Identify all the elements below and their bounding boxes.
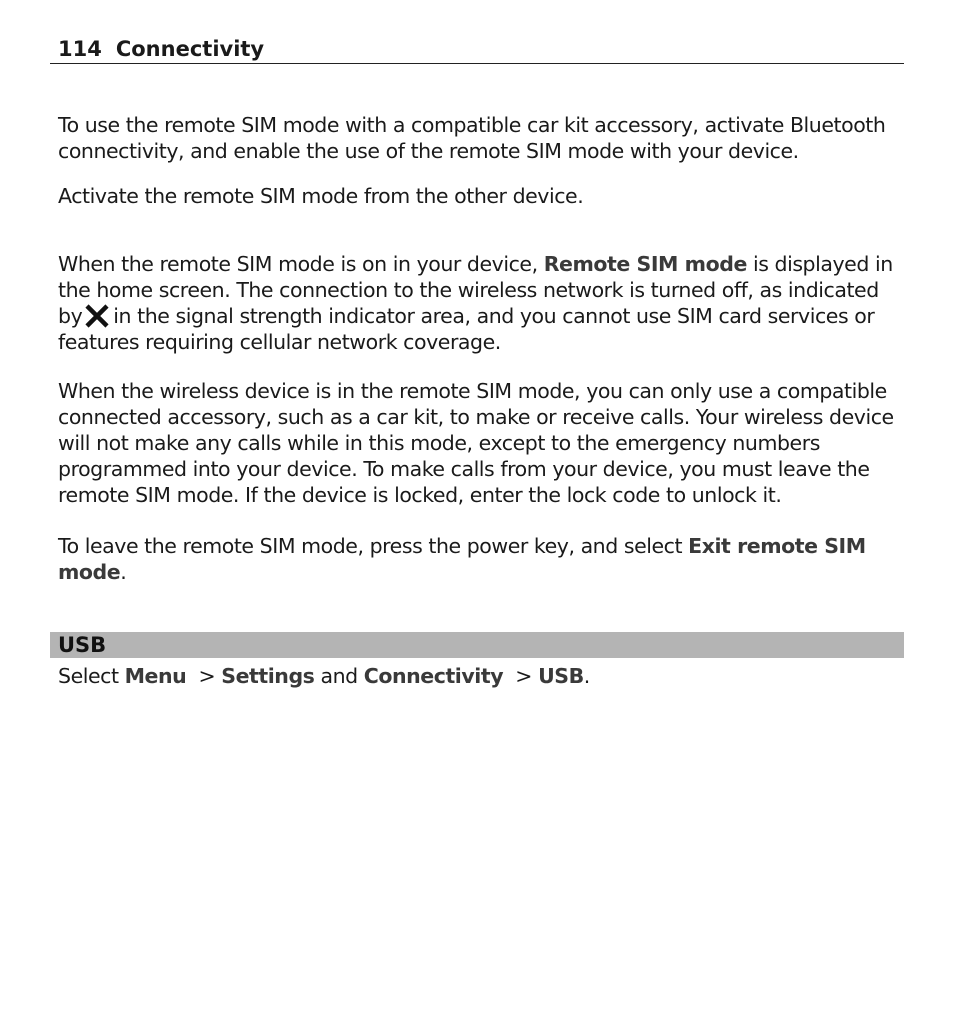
text: in the signal strength indicator area, and you cannot use SIM card services or features requiring cellular network coverage. xyxy=(58,304,875,354)
section-heading-usb: USB xyxy=(50,632,904,658)
menu-label: Menu xyxy=(124,664,187,688)
paragraph-activate: Activate the remote SIM mode from the other device. xyxy=(58,184,584,208)
text: When the remote SIM mode is on in your device, xyxy=(58,252,544,276)
paragraph-usb-instruction xyxy=(58,663,898,689)
text: is displayed in the home screen. The connection to the wireless network is turned off, as indicated by xyxy=(58,252,893,328)
page-number: 114 xyxy=(58,37,102,61)
paragraph-car-kit: To use the remote SIM mode with a compatible car kit accessory, activate Bluetooth connectivity, and enable the use of the remote SIM mode with your device. xyxy=(58,113,886,163)
no-network-x-icon xyxy=(84,303,110,329)
text: To leave the remote SIM mode, press the power key, and select xyxy=(58,534,689,558)
chapter-title: Connectivity xyxy=(115,37,265,61)
text: . xyxy=(120,560,127,584)
text: and xyxy=(314,664,364,688)
separator: > xyxy=(186,664,222,688)
paragraph-remote-sim-on xyxy=(58,251,898,355)
exit-remote-sim-mode-label: Exit remote SIM mode xyxy=(58,534,866,584)
connectivity-label: Connectivity xyxy=(363,664,504,688)
separator: > xyxy=(503,664,539,688)
page-header xyxy=(50,34,904,64)
remote-sim-mode-label: Remote SIM mode xyxy=(543,252,747,276)
settings-label: Settings xyxy=(221,664,315,688)
text: Select xyxy=(58,664,125,688)
paragraph-leave-remote-sim xyxy=(58,533,898,585)
paragraph-wireless-device: When the wireless device is in the remote SIM mode, you can only use a compatible connected accessory, such as a car kit, to make or receive calls. Your wireless device will not make any calls while in this mode, except to the emergency numbers programmed into your device. To make calls from your device, you must leave the remote SIM mode. If the device is locked, enter the lock code to unlock it. xyxy=(58,379,894,507)
text: . xyxy=(583,664,590,688)
usb-label: USB xyxy=(538,664,584,688)
